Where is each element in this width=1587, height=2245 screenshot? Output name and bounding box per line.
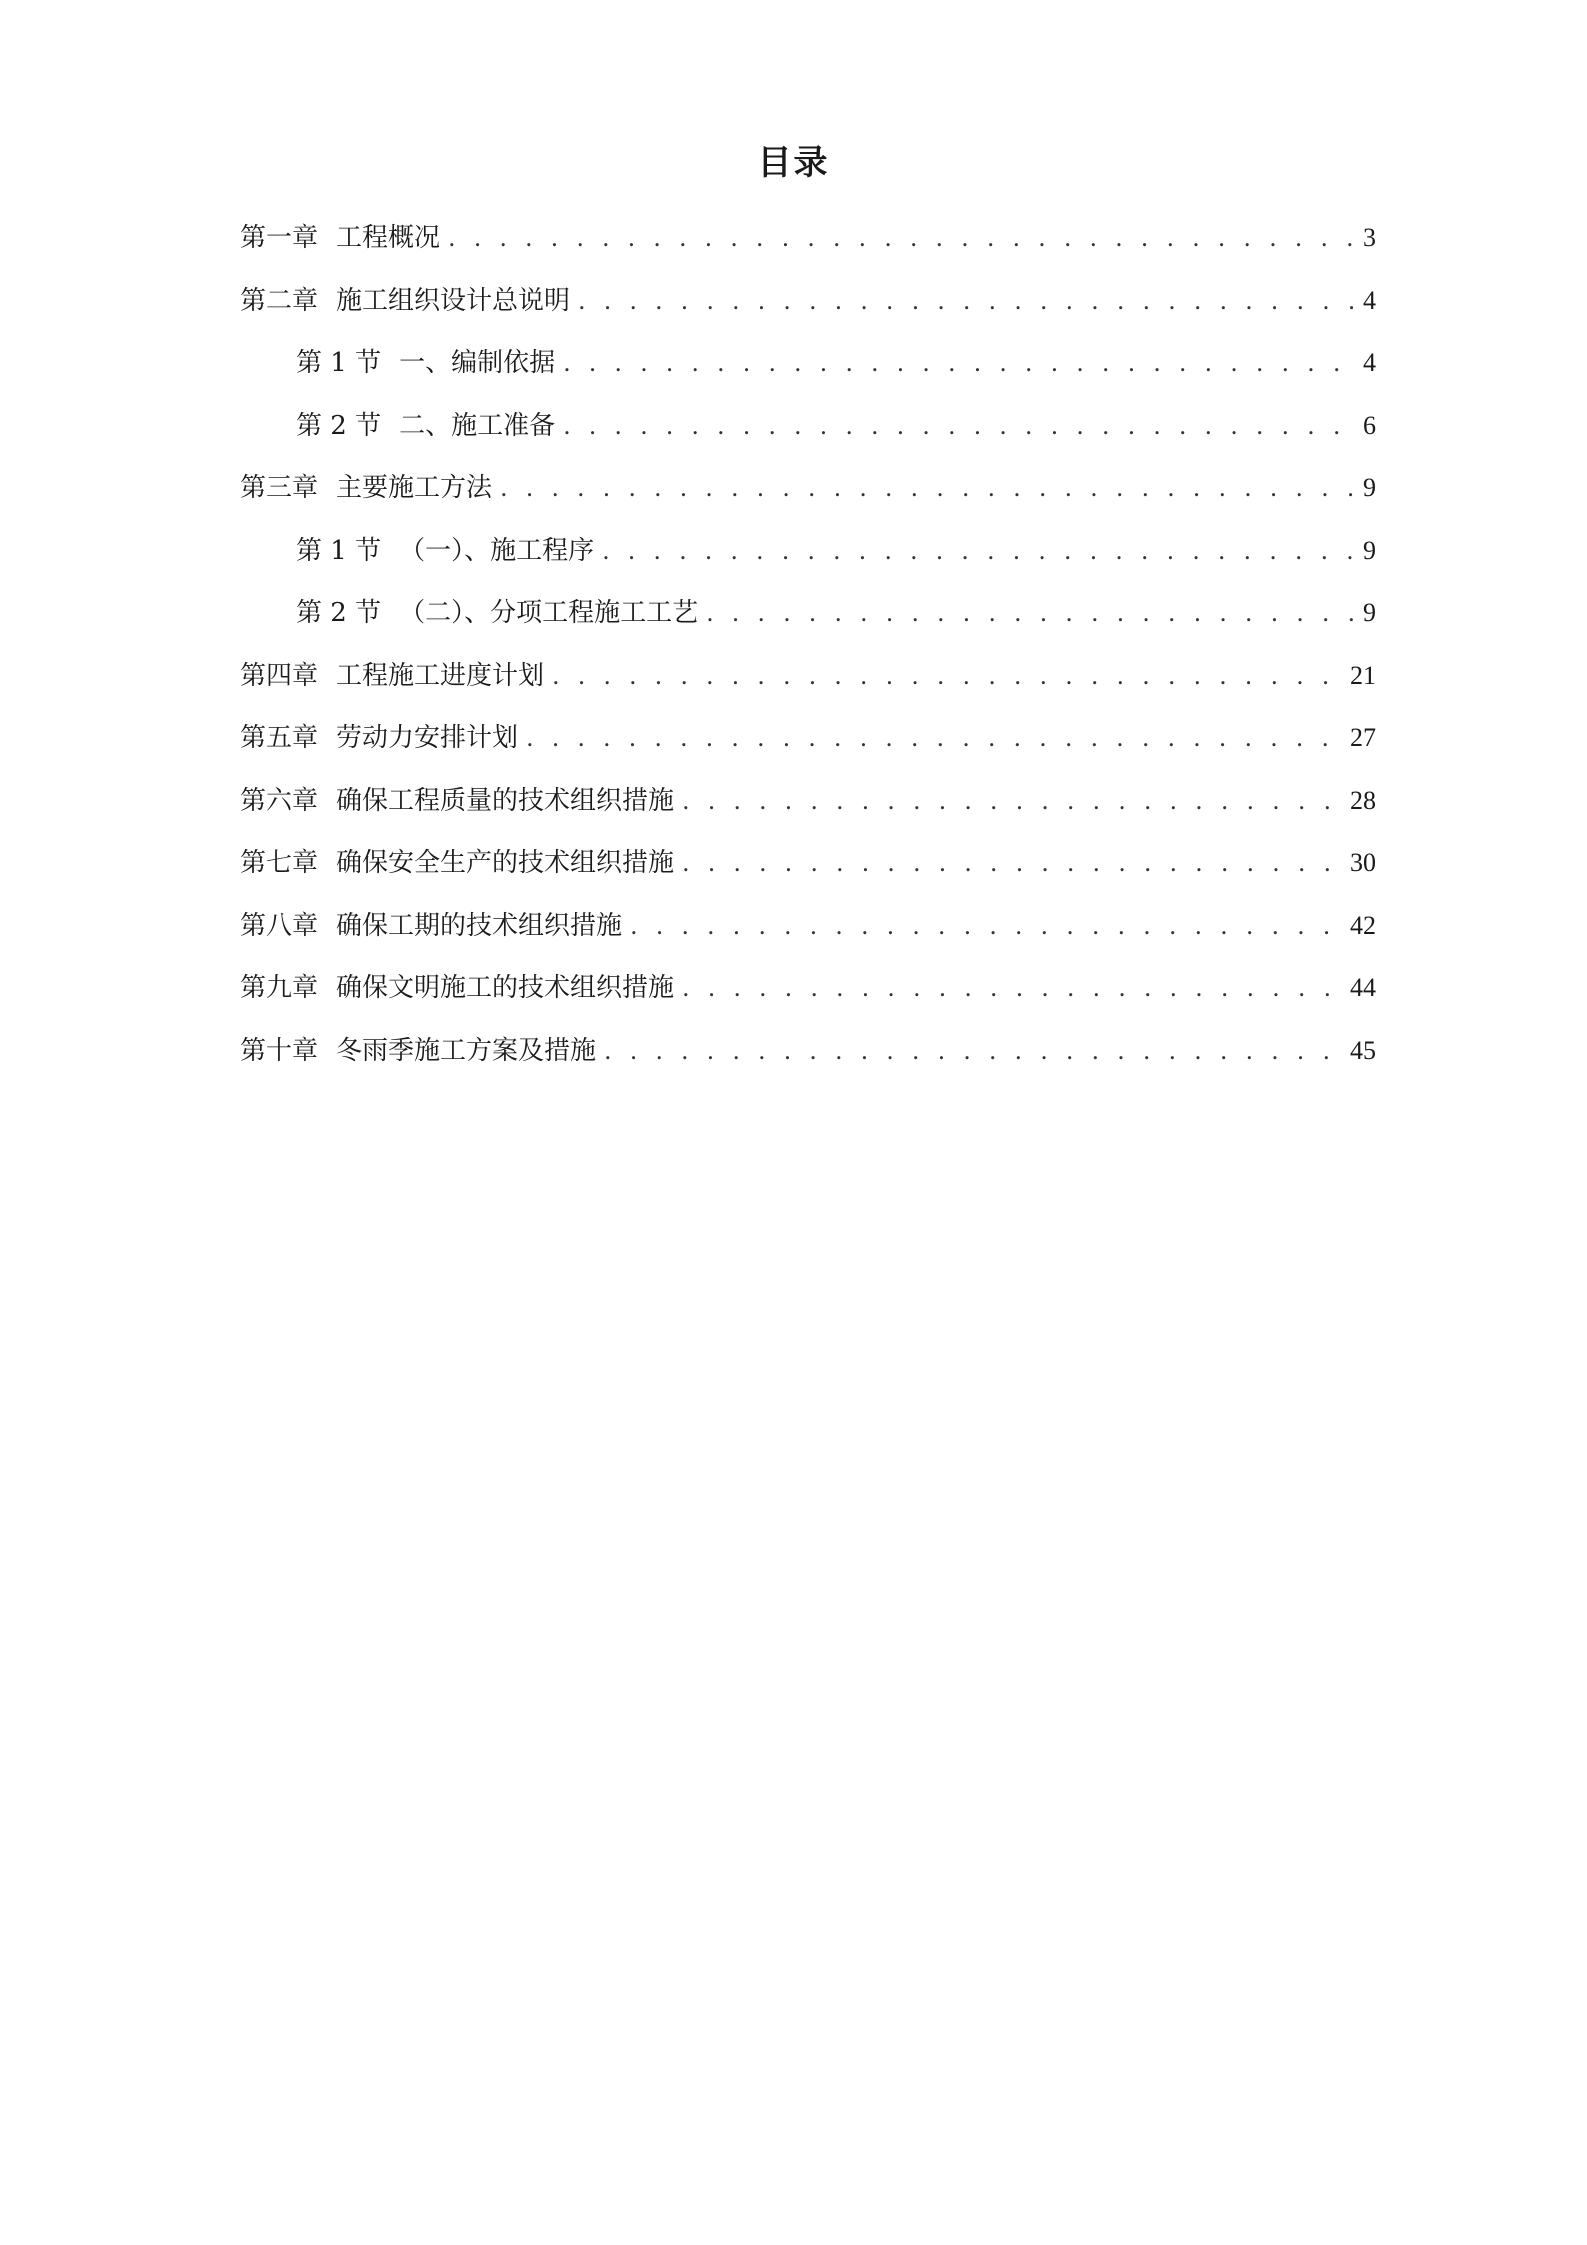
toc-dot-leader bbox=[526, 718, 1340, 758]
toc-title: 目录 bbox=[757, 143, 830, 183]
toc-entry-number: 第八章 bbox=[240, 910, 319, 941]
toc-chapter-entry[interactable] bbox=[240, 468, 1376, 531]
toc-entry-label bbox=[240, 718, 518, 758]
toc-entry-label bbox=[240, 781, 674, 821]
toc-dot-leader bbox=[706, 593, 1353, 633]
toc-page-number: 27 bbox=[1350, 723, 1376, 752]
toc-entry-label bbox=[240, 656, 544, 696]
toc-page-number: 42 bbox=[1350, 910, 1376, 940]
toc-chapter-entry[interactable] bbox=[240, 906, 1376, 969]
toc-dot-leader bbox=[448, 218, 1353, 258]
toc-dot-leader bbox=[604, 1031, 1340, 1071]
toc-entry-text: 主要施工方法 bbox=[336, 473, 493, 503]
toc-entry-number: 第 1 节 bbox=[296, 348, 382, 378]
toc-entry-number: 第二章 bbox=[240, 285, 319, 316]
toc-page-number: 9 bbox=[1363, 598, 1376, 627]
toc-entry-number: 第九章 bbox=[240, 973, 319, 1003]
toc-entry-number: 第 2 节 bbox=[296, 410, 382, 441]
toc-entry-text: 一、编制依据 bbox=[399, 348, 556, 378]
toc-entry-text: （一）、施工程序 bbox=[399, 535, 595, 566]
toc-entry-number: 第五章 bbox=[240, 723, 319, 753]
toc-entry-label bbox=[240, 468, 492, 508]
toc-section-entry[interactable] bbox=[240, 343, 1376, 406]
toc-entry-text: 确保工程质量的技术组织措施 bbox=[336, 785, 675, 816]
toc-page-number: 44 bbox=[1350, 973, 1376, 1002]
toc-dot-leader bbox=[500, 468, 1353, 508]
toc-entry-number: 第一章 bbox=[240, 223, 319, 253]
toc-dot-leader bbox=[602, 531, 1353, 571]
toc-page-number: 30 bbox=[1350, 848, 1376, 877]
toc-entry-label bbox=[240, 1031, 596, 1071]
toc-entry-label bbox=[240, 906, 622, 946]
toc-dot-leader bbox=[630, 906, 1340, 946]
toc-entry-number: 第三章 bbox=[240, 473, 319, 503]
toc-entry-text: 工程概况 bbox=[336, 223, 441, 253]
toc-page-number: 6 bbox=[1363, 410, 1376, 440]
toc-chapter-entry[interactable] bbox=[240, 656, 1376, 719]
toc-list bbox=[240, 218, 1376, 1093]
toc-entry-text: 冬雨季施工方案及措施 bbox=[336, 1035, 597, 1066]
toc-dot-leader bbox=[563, 406, 1353, 446]
toc-section-entry[interactable] bbox=[240, 531, 1376, 594]
toc-entry-label bbox=[240, 281, 570, 321]
toc-entry-number: 第七章 bbox=[240, 848, 319, 878]
toc-entry-number: 第 2 节 bbox=[296, 598, 382, 628]
toc-section-entry[interactable] bbox=[240, 406, 1376, 469]
toc-entry-text: （二）、分项工程施工工艺 bbox=[399, 598, 699, 628]
toc-entry-number: 第十章 bbox=[240, 1035, 319, 1066]
toc-dot-leader bbox=[563, 343, 1353, 383]
toc-entry-text: 确保安全生产的技术组织措施 bbox=[336, 848, 675, 878]
toc-entry-text: 工程施工进度计划 bbox=[336, 660, 545, 691]
toc-chapter-entry[interactable] bbox=[240, 218, 1376, 281]
toc-chapter-entry[interactable] bbox=[240, 968, 1376, 1031]
toc-entry-text: 施工组织设计总说明 bbox=[336, 285, 571, 316]
toc-entry-label bbox=[296, 406, 555, 446]
toc-section-entry[interactable] bbox=[240, 593, 1376, 656]
toc-dot-leader bbox=[578, 281, 1353, 321]
toc-dot-leader bbox=[552, 656, 1340, 696]
toc-entry-text: 劳动力安排计划 bbox=[336, 723, 519, 753]
toc-chapter-entry[interactable] bbox=[240, 281, 1376, 344]
toc-entry-label bbox=[240, 968, 674, 1008]
toc-entry-text: 确保工期的技术组织措施 bbox=[336, 910, 623, 941]
toc-dot-leader bbox=[682, 968, 1340, 1008]
toc-entry-text: 二、施工准备 bbox=[399, 410, 556, 441]
toc-dot-leader bbox=[682, 781, 1340, 821]
toc-chapter-entry[interactable] bbox=[240, 1031, 1376, 1094]
toc-chapter-entry[interactable] bbox=[240, 718, 1376, 781]
toc-entry-label bbox=[296, 531, 594, 571]
toc-page-number: 3 bbox=[1363, 223, 1376, 252]
toc-page-number: 4 bbox=[1363, 285, 1376, 315]
toc-entry-label bbox=[296, 343, 555, 383]
toc-dot-leader bbox=[682, 843, 1340, 883]
toc-entry-number: 第六章 bbox=[240, 785, 319, 816]
toc-entry-text: 确保文明施工的技术组织措施 bbox=[336, 973, 675, 1003]
toc-entry-label bbox=[240, 843, 674, 883]
toc-page-number: 45 bbox=[1350, 1035, 1376, 1065]
toc-page-number: 28 bbox=[1350, 785, 1376, 815]
toc-entry-number: 第四章 bbox=[240, 660, 319, 691]
toc-entry-label bbox=[296, 593, 698, 633]
toc-chapter-entry[interactable] bbox=[240, 843, 1376, 906]
toc-page-number: 9 bbox=[1363, 535, 1376, 565]
toc-entry-label bbox=[240, 218, 440, 258]
toc-page-number: 9 bbox=[1363, 473, 1376, 502]
toc-entry-number: 第 1 节 bbox=[296, 535, 382, 566]
toc-page-number: 4 bbox=[1363, 348, 1376, 377]
toc-page-number: 21 bbox=[1350, 660, 1376, 690]
toc-chapter-entry[interactable] bbox=[240, 781, 1376, 844]
